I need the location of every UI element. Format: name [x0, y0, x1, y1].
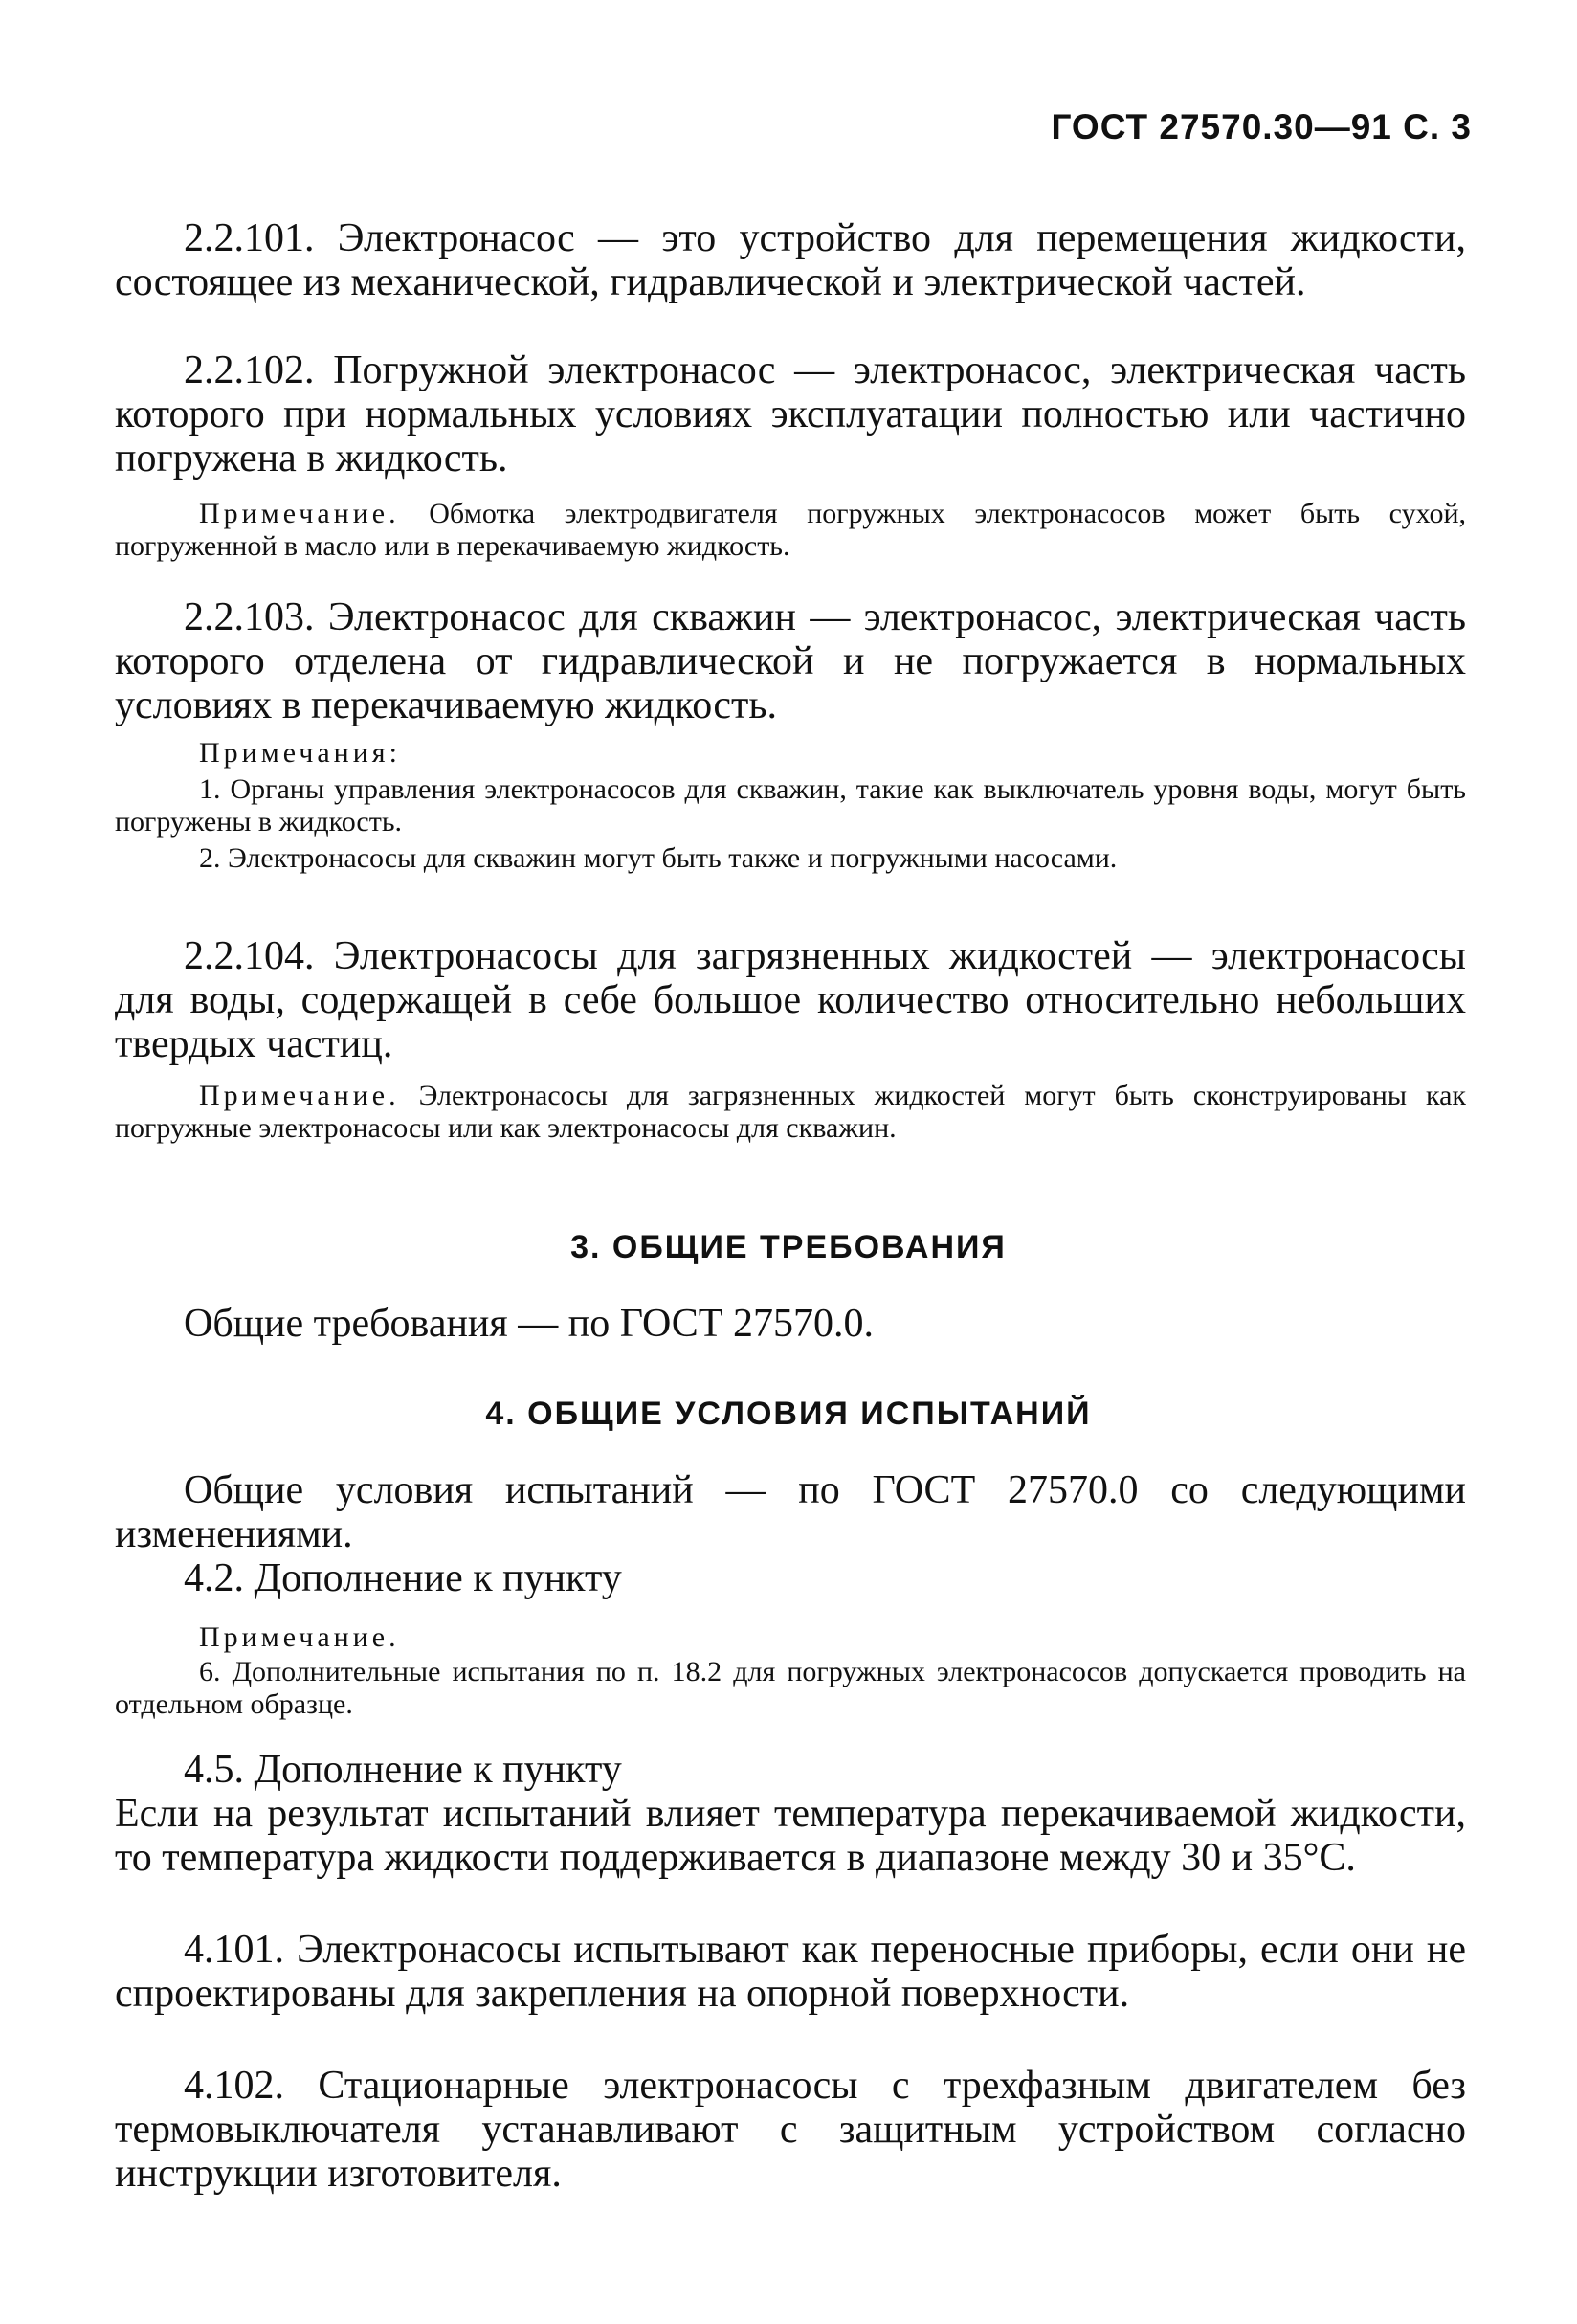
note-3-text: Электронасосы для загрязненных жидкостей могут быть сконструированы как погружные электронасосы или как электронасосы для скважин.	[115, 1080, 1467, 1144]
note-1-label: Примечание.	[199, 498, 400, 529]
section-3-text: Общие требования — по ГОСТ 27570.0.	[184, 1302, 874, 1346]
note-1	[115, 498, 1466, 563]
note-2-item-1: 1. Органы управления электронасосов для скважин, такие как выключатель уровня воды, могут быть погружены в жидкость.	[115, 773, 1466, 838]
note-3	[115, 1080, 1466, 1145]
note-3-label: Примечание.	[199, 1080, 400, 1111]
paragraph-2-2-102: 2.2.102. Погружной электронасос — электронасос, электрическая часть которого при нормальных условиях эксплуатации полностью или частично погружена в жидкость.	[115, 348, 1466, 480]
paragraph-2-2-103: 2.2.103. Электронасос для скважин — электронасос, электрическая часть которого отделена от гидравлической и не погружается в нормальных условиях в перекачиваемую жидкость.	[115, 595, 1466, 727]
note-1-text: Обмотка электродвигателя погружных электронасосов может быть сухой, погруженной в масло или в перекачиваемую жидкость.	[115, 498, 1466, 562]
paragraph-2-2-104: 2.2.104. Электронасосы для загрязненных жидкостей — электронасосы для воды, содержащей в себе большое количество относительно небольших твердых частиц.	[115, 934, 1466, 1066]
section-3-title: 3. ОБЩИЕ ТРЕБОВАНИЯ	[570, 1229, 1007, 1265]
paragraph-4-101: 4.101. Электронасосы испытывают как переносные приборы, если они не спроектированы для закрепления на опорной поверхности.	[115, 1928, 1466, 2016]
section-4-title: 4. ОБЩИЕ УСЛОВИЯ ИСПЫТАНИЙ	[485, 1396, 1092, 1432]
paragraph-4-5: 4.5. Дополнение к пункту	[184, 1748, 622, 1792]
section-4-text: Общие условия испытаний — по ГОСТ 27570.0 со следующими изменениями.	[115, 1468, 1466, 1556]
note-2-item-2: 2. Электронасосы для скважин могут быть также и погружными насосами.	[199, 842, 1118, 874]
note-4-text: 6. Дополнительные испытания по п. 18.2 для погружных электронасосов допускается проводить на отдельном образце.	[115, 1656, 1466, 1720]
paragraph-2-2-101: 2.2.101. Электронасос — это устройство для перемещения жидкости, состоящее из механической, гидравлической и электрической частей.	[115, 216, 1466, 304]
paragraph-4-102: 4.102. Стационарные электронасосы с трехфазным двигателем без термовыключателя устанавливают с защитным устройством согласно инструкции изготовителя.	[115, 2064, 1466, 2196]
note-2-label: Примечания:	[199, 737, 401, 769]
paragraph-4-2: 4.2. Дополнение к пункту	[184, 1556, 622, 1600]
note-4-label: Примечание.	[199, 1621, 400, 1653]
page-header: ГОСТ 27570.30—91 С. 3	[1051, 107, 1472, 146]
paragraph-4-5-text: Если на результат испытаний влияет температура перекачиваемой жидкости, то температура жидкости поддерживается в диапазоне между 30 и 35°С.	[115, 1792, 1466, 1880]
